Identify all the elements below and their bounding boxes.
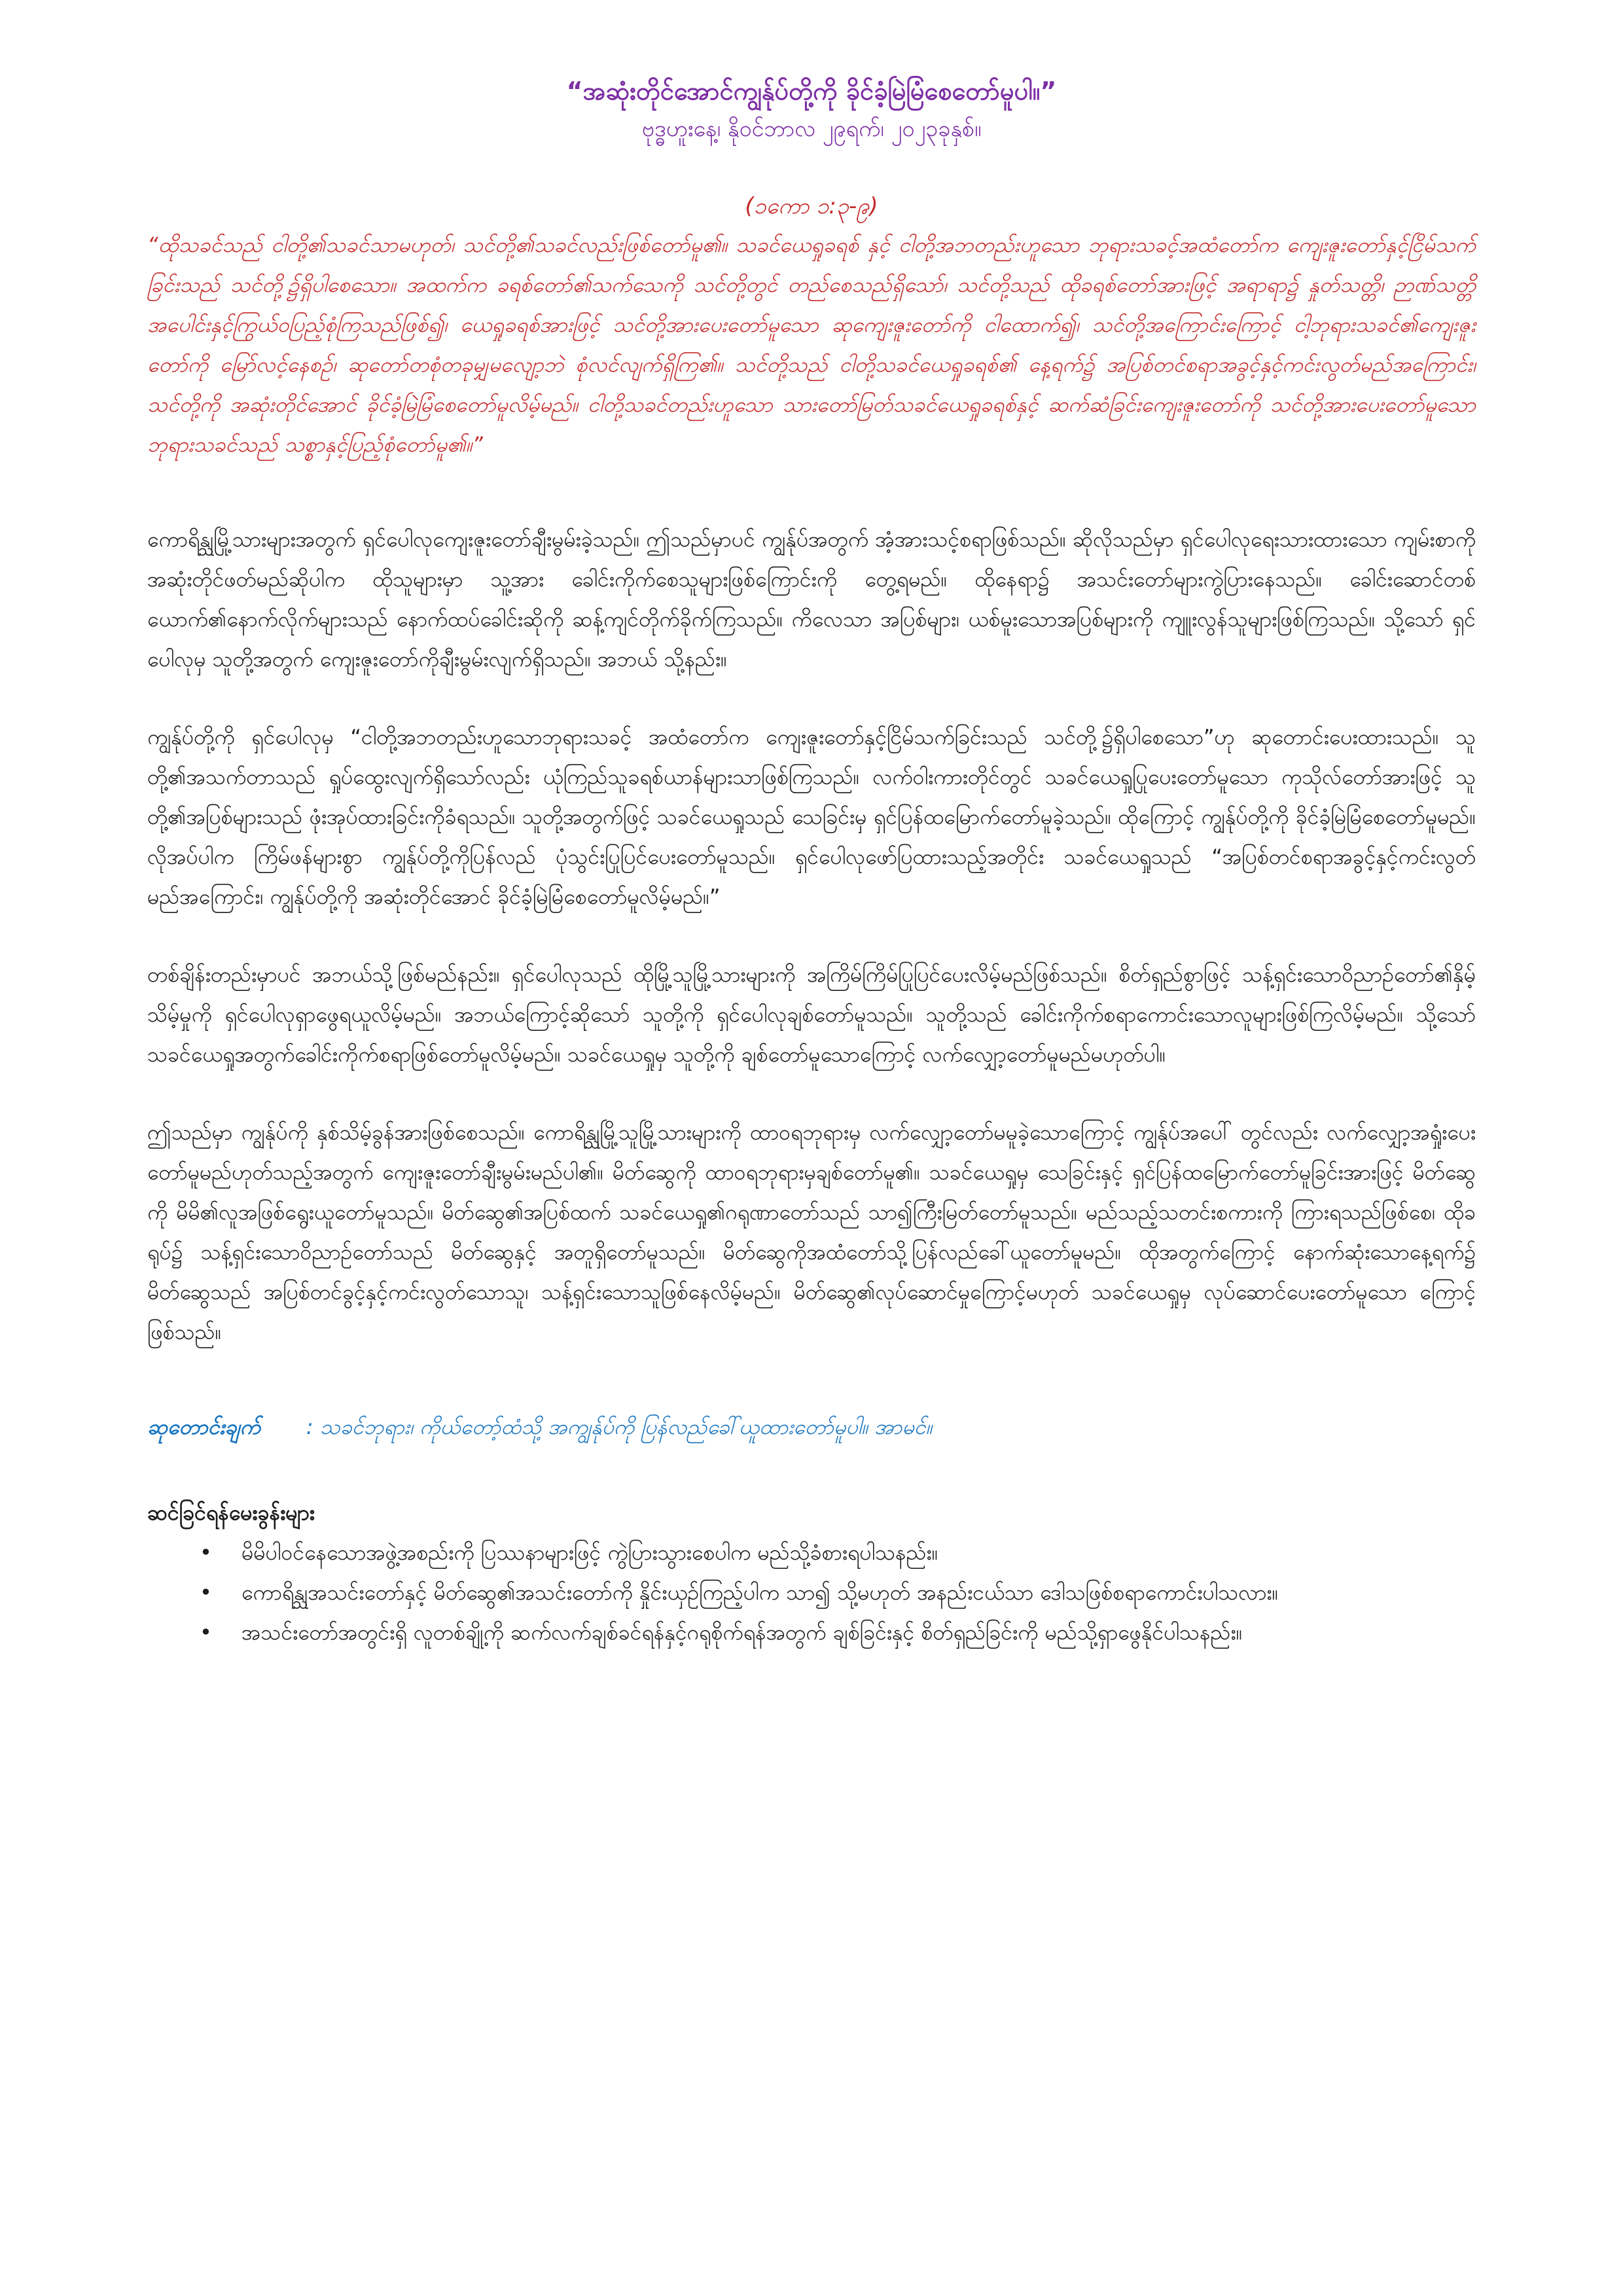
question-text: ကောရိန္သုအသင်းတော်နှင့် မိတ်ဆွေ၏အသင်းတော်ကို နှိုင်းယှဉ်ကြည့်ပါက သာ၍ သို့မဟုတ် အနည်းငယ်သာ ဒေါသဖြစ်စရာကောင်းပါသလား။: [241, 1580, 1279, 1605]
body-paragraph-3: တစ်ချိန်းတည်းမှာပင် အဘယ်သို့ဖြစ်မည်နည်း။ ရှင်ပေါလုသည် ထိုမြို့သူမြို့သားများကို အကြိမ်ကြိမ်ပြုပြင်ပေးလိမ့်မည်ဖြစ်သည်။ စိတ်ရှည်စွာဖြင့် သန့်ရှင်းသောဝိညာဉ်တော်၏နှိမ့်သိမ့်မှုကို ရှင်ပေါလုရှာဖွေရယူလိမ့်မည်။ အဘယ်ကြောင့်ဆိုသော် သူတို့ကို ရှင်ပေါလုချစ်တော်မူသည်။ သူတို့သည် ခေါင်းကိုက်စရာကောင်းသောလူများဖြစ်ကြလိမ့်မည်။ သို့သော် သခင်ယေရှုအတွက်ခေါင်းကိုက်စရာဖြစ်တော်မူလိမ့်မည်။ သခင်ယေရှုမှ သူတို့ကို ချစ်တော်မူသောကြောင့် လက်လျှော့တော်မူမည်မဟုတ်ပါ။: [147, 962, 1476, 1067]
body-paragraph-2: ကျွန်ုပ်တို့ကို ရှင်ပေါလုမှ “ငါတို့အဘတည်းဟူသောဘုရားသခင့် အထံတော်က ကျေးဇူးတော်နှင့်ငြိမ်သက်ခြင်းသည် သင်တို့၌ရှိပါစေသော”ဟု ဆုတောင်းပေးထားသည်။ သူတို့၏အသက်တာသည် ရှုပ်ထွေးလျက်ရှိသော်လည်း ယုံကြည်သူခရစ်ယာန်များသာဖြစ်ကြသည်။ လက်ဝါးကားတိုင်တွင် သခင်ယေရှုပြုပေးတော်မူသော ကုသိုလ်တော်အားဖြင့် သူတို့၏အပြစ်များသည် ဖုံးအုပ်ထားခြင်းကိုခံရသည်။ သူတို့အတွက်ဖြင့် သခင်ယေရှုသည် သေခြင်းမှ ရှင်ပြန်ထမြောက်တော်မူခဲ့သည်။ ထိုကြောင့် ကျွန်ုပ်တို့ကို ခိုင်ခံ့မြဲမြံစေတော်မူမည်။ လိုအပ်ပါက ကြိမ်ဖန်များစွာ ကျွန်ုပ်တို့ကိုပြန်လည် ပုံသွင်းပြုပြင်ပေးတော်မူသည်။ ရှင်ပေါလုဖော်ပြထားသည့်အတိုင်း သခင်ယေရှုသည် “အပြစ်တင်စရာအခွင့်နှင့်ကင်းလွတ်မည်အကြောင်း၊ ကျွန်ုပ်တို့ကို အဆုံးတိုင်အောင် ခိုင်ခံ့မြဲမြံစေတော်မူလိမ့်မည်။”: [147, 725, 1476, 909]
question-item: [200, 1613, 1476, 1653]
bullet-icon: •: [200, 1580, 212, 1605]
prayer-label: ဆုတောင်းချက်: [147, 1414, 260, 1439]
question-text: မိမိပါဝင်နေသောအဖွဲ့အစည်းကို ပြဿနာများဖြင့် ကွဲပြားသွားစေပါက မည်သို့ခံစားရပါသနည်း။: [241, 1540, 938, 1565]
question-item: [200, 1573, 1476, 1613]
bullet-icon: •: [200, 1540, 212, 1565]
bullet-icon: •: [200, 1620, 212, 1645]
scripture-reference: (၁ကော ၁:၃-၉): [745, 193, 878, 219]
body-paragraph-1: ကောရိန္သုမြို့သားများအတွက် ရှင်ပေါလုကျေးဇူးတော်ချီးမွမ်းခဲ့သည်။ ဤသည်မှာပင် ကျွန်ုပ်အတွက် အံ့အားသင့်စရာဖြစ်သည်။ ဆိုလိုသည်မှာ ရှင်ပေါလုရေးသားထားသော ကျမ်းစာကို အဆုံးတိုင်ဖတ်မည်ဆိုပါက ထိုသူများမှာ သူ့အား ခေါင်းကိုက်စေသူများဖြစ်ကြောင်းကို တွေ့ရမည်။ ထိုနေရာ၌ အသင်းတော်များကွဲပြားနေသည်။ ခေါင်းဆောင်တစ်ယောက်၏နောက်လိုက်များသည် နောက်ထပ်ခေါင်းဆိုကို ဆန့်ကျင်တိုက်ခိုက်ကြသည်။ ကိလေသာ အပြစ်များ၊ ယစ်မူးသောအပြစ်များကို ကျူးလွန်သူများဖြစ်ကြသည်။ သို့သော် ရှင်ပေါလုမှ သူတို့အတွက် ကျေးဇူးတော်ကိုချီးမွမ်းလျက်ရှိသည်။ အဘယ် သို့နည်း။: [147, 527, 1476, 672]
prayer-line: [147, 1407, 1476, 1447]
body-paragraph-4: ဤသည်မှာ ကျွန်ုပ်ကို နှစ်သိမ့်ခွန်အားဖြစ်စေသည်။ ကောရိန္သုမြို့သူမြို့သားများကို ထာဝရဘုရားမှ လက်လျှော့တော်မမူခဲ့သောကြောင့် ကျွန်ုပ်အပေါ် တွင်လည်း လက်လျှော့အရှုံးပေးတော်မူမည်ဟုတ်သည့်အတွက် ကျေးဇူးတော်ချီးမွမ်းမည်ပါ၏။ မိတ်ဆွေကို ထာဝရဘုရားမှချစ်တော်မူ၏။ သခင်ယေရှုမှ သေခြင်းနှင့် ရှင်ပြန်ထမြောက်တော်မူခြင်းအားဖြင့် မိတ်ဆွေကို မိမိ၏လူအဖြစ်ရွေးယူတော်မူသည်။ မိတ်ဆွေ၏အပြစ်ထက် သခင်ယေရှု၏ဂရုဏာတော်သည် သာ၍ကြီးမြတ်တော်မူသည်။ မည်သည့်သတင်းစကားကို ကြားရသည်ဖြစ်စေ၊ ထိုခရုပ်၌ သန့်ရှင်းသောဝိညာဉ်တော်သည် မိတ်ဆွေနှင့် အတူရှိတော်မူသည်။ မိတ်ဆွေကိုအထံတော်သို့ပြန်လည်ခေါ်ယူတော်မူမည်။ ထိုအတွက်ကြောင့် နောက်ဆုံးသောနေ့ရက်၌ မိတ်ဆွေသည် အပြစ်တင်ခွင့်နှင့်ကင်းလွတ်သောသူ၊ သန့်ရှင်းသောသူဖြစ်နေလိမ့်မည်။ မိတ်ဆွေ၏လုပ်ဆောင်မှုကြောင့်မဟုတ် သခင်ယေရှုမှ လုပ်ဆောင်ပေးတော်မူသော ကြောင့်ဖြစ်သည်။: [147, 1120, 1476, 1344]
scripture-quote: “ထိုသခင်သည် ငါတို့၏သခင်သာမဟုတ်၊ သင်တို့၏သခင်လည်းဖြစ်တော်မူ၏။ သခင်ယေရှုခရစ် နှင့် ငါတို့အဘတည်းဟူသော ဘုရားသခင့်အထံတော်က ကျေးဇူးတော်နှင့်ငြိမ်သက်ခြင်းသည် သင်တို့၌ရှိပါစေသော။ အထက်က ခရစ်တော်၏သက်သေကို သင်တို့တွင် တည်စေသည်ရှိသော်၊ သင်တို့သည် ထိုခရစ်တော်အားဖြင့် အရာရာ၌ နှုတ်သတ္တိ၊ ဉာဏ်သတ္တိအပေါင်းနှင့်ကြွယ်ဝပြည့်စုံကြသည်ဖြစ်၍၊ ယေရှုခရစ်အားဖြင့် သင်တို့အားပေးတော်မူသော ဆုကျေးဇူးတော်ကို ငါထောက်၍၊ သင်တို့အကြောင်းကြောင့် ငါ့ဘုရားသခင်၏ကျေးဇူးတော်ကို မြော်လင့်နေစဉ်၊ ဆုတော်တစုံတခုမျှမလျော့ဘဲ စုံလင်လျက်ရှိကြ၏။ သင်တို့သည် ငါတို့သခင်ယေရှုခရစ်၏ နေ့ရက်၌ အပြစ်တင်စရာအခွင့်နှင့်ကင်းလွတ်မည်အကြောင်း၊ သင်တို့ကို အဆုံးတိုင်အောင် ခိုင်ခံ့မြဲမြံစေတော်မူလိမ့်မည်။ ငါတို့သခင်တည်းဟူသော သားတော်မြတ်သခင်ယေရှုခရစ်နှင့် ဆက်ဆံခြင်းကျေးဇူးတော်ကို သင်တို့အားပေးတော်မူသော ဘုရားသခင်သည် သစ္စာနှင့်ပြည့်စုံတော်မူ၏။”: [147, 232, 1476, 457]
question-item: [200, 1533, 1476, 1573]
questions-heading: ဆင်ခြင်ရန်မေးခွန်းများ: [147, 1500, 315, 1525]
page-title: “အဆုံးတိုင်အောင်ကျွန်ုပ်တို့ကို ခိုင်ခံ့မြဲမြံစေတော်မူပါ။”: [566, 77, 1057, 105]
questions-list: [147, 1533, 1476, 1653]
page-date: ဗုဒ္ဓဟူးနေ့၊ နိုဝင်ဘာလ ၂၉ရက်၊ ၂၀၂၃ခုနှစ်။: [641, 116, 982, 142]
question-text: အသင်းတော်အတွင်းရှိ လူတစ်ချို့ကို ဆက်လက်ချစ်ခင်ရန်နှင့်ဂရုစိုက်ရန်အတွက် ချစ်ခြင်းနှင့် စိတ်ရှည်ခြင်းကို မည်သို့ရှာဖွေနိုင်ပါသနည်း။: [241, 1620, 1243, 1645]
prayer-text: : သခင်ဘုရား၊ ကိုယ်တော့်ထံသို့ အကျွန်ုပ်ကို ပြန်လည်ခေါ်ယူထားတော်မူပါ။ အာမင်။: [306, 1414, 933, 1439]
